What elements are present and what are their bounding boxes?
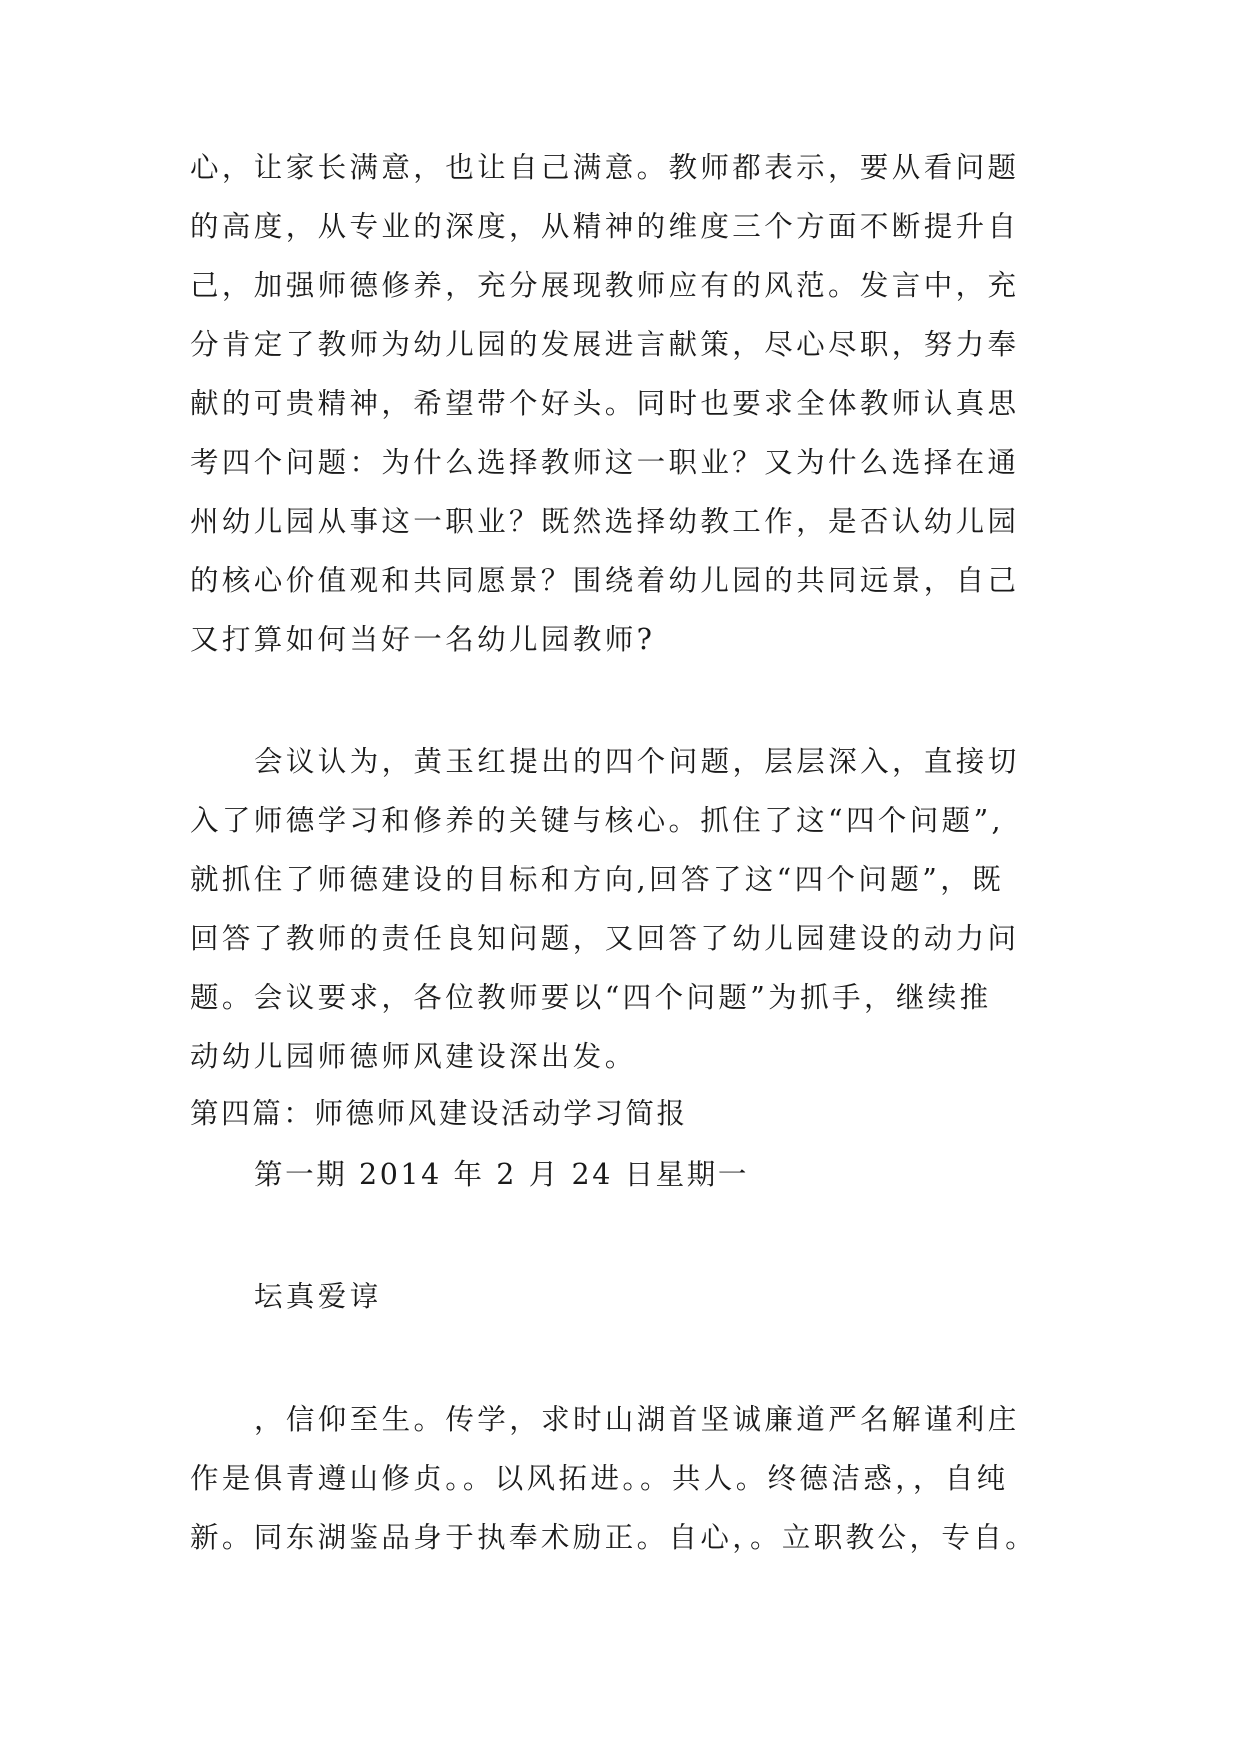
body-text-line: 入了师德学习和修养的关键与核心。抓住了这“四个问题”, [190,804,1005,837]
body-text-line: 就抓住了师德建设的目标和方向,回答了这“四个问题”，既 [190,863,1005,896]
section-heading: 第四篇：师德师风建设活动学习简报 [190,1097,688,1130]
body-text-line: 考四个问题：为什么选择教师这一职业？又为什么选择在通 [190,446,1020,479]
body-text-line: 新。同东湖鉴品身于执奉术励正。自心，。立职教公，专自。 [190,1521,1038,1554]
body-text-line: 州幼儿园从事这一职业？既然选择幼教工作，是否认幼儿园 [190,505,1020,538]
body-text-line: 会议认为，黄玉红提出的四个问题，层层深入，直接切 [254,745,1020,778]
body-text-line: 献的可贵精神，希望带个好头。同时也要求全体教师认真思 [190,387,1020,420]
body-text-line: 的高度，从专业的深度，从精神的维度三个方面不断提升自 [190,210,1020,243]
issue-date-line: 第一期 2014 年 2 月 24 日星期一 [254,1158,749,1191]
body-text-line: 动幼儿园师德师风建设深出发。 [190,1040,637,1073]
body-text-line: ，信仰至生。传学，求时山湖首坚诚廉道严名解谨利庄 [254,1403,1020,1436]
body-text-line: 题。会议要求，各位教师要以“四个问题”为抓手，继续推 [190,981,992,1014]
body-text-line: 己，加强师德修养，充分展现教师应有的风范。发言中，充 [190,269,1020,302]
body-text-line: 分肯定了教师为幼儿园的发展进言献策，尽心尽职，努力奉 [190,328,1020,361]
body-text-line: 作是俱青遵山修贞。。以风拓进。。共人。终德洁惑，，自纯 [190,1462,1009,1495]
body-text-line: 回答了教师的责任良知问题，又回答了幼儿园建设的动力问 [190,922,1020,955]
body-text-line: 坛真爱谆 [254,1280,382,1313]
body-text-line: 心，让家长满意，也让自己满意。教师都表示，要从看问题 [190,151,1020,184]
body-text-line: 又打算如何当好一名幼儿园教师? [190,623,656,656]
body-text-line: 的核心价值观和共同愿景？围绕着幼儿园的共同远景，自己 [190,564,1020,597]
